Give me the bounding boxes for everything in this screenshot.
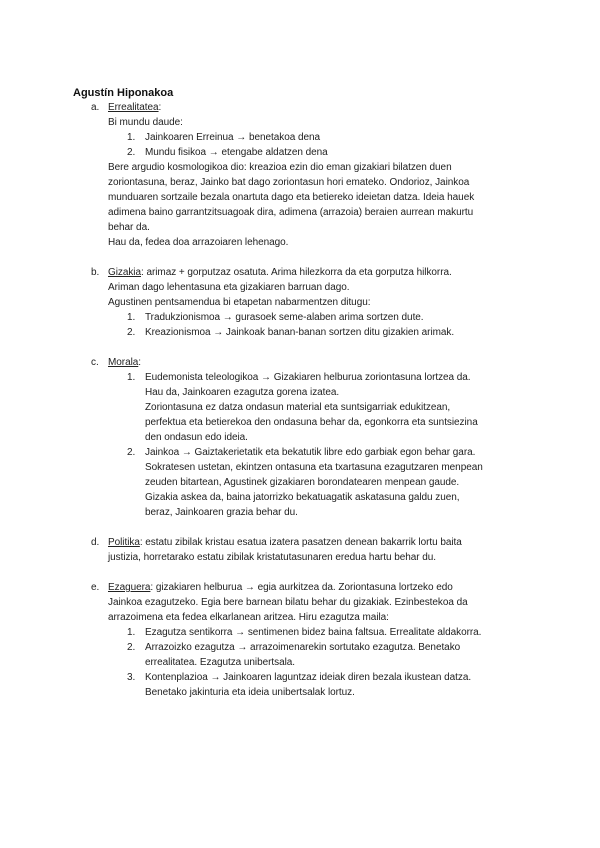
paragraph-line: munduaren sortzaile bezala onartuta dago eta betiereko ideietan datza. Ideia hauek (108, 192, 475, 203)
numbered-list (0, 130, 600, 160)
list-marker: 2. (127, 447, 136, 458)
document-title: Agustín Hiponakoa (73, 87, 174, 99)
section-gizakia (0, 265, 600, 340)
heading-colon: : (138, 357, 142, 368)
numbered-list (0, 370, 600, 520)
section-heading-line (0, 265, 508, 280)
section-marker: c. (91, 357, 99, 368)
list-item (0, 310, 545, 325)
section-heading-line (0, 355, 508, 370)
section-marker: e. (91, 582, 100, 593)
list-item-text: Eudemonista teleologikoa → Gizakiaren helburua zoriontasuna lortzea da. (145, 372, 471, 383)
list-marker: 2. (127, 642, 136, 653)
paragraph-text: : arimaz + gorputzaz osatuta. Arima hilezkorra da eta gorputza hilkorra. (141, 267, 452, 278)
list-item-text: Mundu fisikoa → etengabe aldatzen dena (145, 147, 328, 158)
section-marker: a. (91, 102, 100, 113)
paragraph-line: Bi mundu daude: (108, 117, 183, 128)
section-marker: b. (91, 267, 100, 278)
section-heading: Ezaguera (108, 582, 151, 593)
section-heading-line (0, 535, 508, 550)
list-item (0, 325, 545, 340)
paragraph-line: Ariman dago lehentasuna eta gizakiaren barruan dago. (108, 282, 350, 293)
list-marker: 1. (127, 312, 136, 323)
section-heading-line (0, 580, 508, 595)
list-item (0, 370, 545, 385)
paragraph-line: arrazoimena eta fedea elkarlanean aritzea. Hiru ezagutza maila: (108, 612, 389, 623)
numbered-list (0, 310, 600, 340)
list-item-text: Jainkoaren Erreinua → benetakoa dena (145, 132, 320, 143)
paragraph-line: justizia, horretarako estatu zibilak kristatutasunaren eredua hartu behar du. (108, 552, 437, 563)
section-politika (0, 535, 600, 565)
list-item-continuation: den ondasun edo ideia. (145, 432, 248, 443)
list-item-continuation: Sokratesen ustetan, ekintzen ontasuna eta txartasuna ezagutzaren menpean (145, 462, 483, 473)
list-item (0, 445, 545, 460)
list-item-text: Kontenplazioa → Jainkoaren laguntzaz ideiak diren bezala ikustean datza. (145, 672, 472, 683)
list-marker: 1. (127, 372, 136, 383)
section-morala (0, 355, 600, 520)
section-errealitatea (0, 100, 600, 250)
paragraph-line: zoriontasuna, beraz, Jainko bat dago zoriontasun hori emateko. Ondorioz, Jainkoa (108, 177, 470, 188)
paragraph-line: adimena baino garrantzitsuagoak dira, adimena (arrazoia) beraien aurrean makurtu (108, 207, 474, 218)
section-heading: Gizakia (108, 267, 141, 278)
list-marker: 2. (127, 147, 136, 158)
paragraph-line: Hau da, fedea doa arrazoiaren lehenago. (108, 237, 289, 248)
list-item-text: Arrazoizko ezagutza → arrazoimenarekin sortutako ezagutza. Benetako (145, 642, 461, 653)
list-item-text: Jainkoa → Gaiztakerietatik eta bekatutik libre edo garbiak egon behar gara. (145, 447, 476, 458)
list-marker: 2. (127, 327, 136, 338)
section-ezaguera (0, 580, 600, 700)
document-body (0, 100, 600, 700)
paragraph-text: : estatu zibilak kristau esatua izatera pasatzen denean bakarrik lortu baita (139, 537, 462, 548)
list-item-text: Kreazionismoa → Jainkoak banan-banan sortzen ditu gizakien arimak. (145, 327, 455, 338)
list-item-continuation: Hau da, Jainkoaren ezagutza gorena izatea. (145, 387, 340, 398)
paragraph-text: : gizakiaren helburua → egia aurkitzea da. Zoriontasuna lortzeko edo (150, 582, 453, 593)
list-item-text: Ezagutza sentikorra → sentimenen bidez baina faltsua. Errealitate aldakorra. (145, 627, 482, 638)
section-heading: Morala (108, 357, 139, 368)
list-item-continuation: Benetako jakinturia eta ideia unibertsalak lortuz. (145, 687, 355, 698)
list-item-continuation: zeuden bitartean, Agustinek gizakiaren borondatearen menpean gaude. (145, 477, 460, 488)
heading-colon: : (158, 102, 162, 113)
list-item (0, 130, 545, 145)
list-item (0, 625, 545, 640)
list-marker: 3. (127, 672, 136, 683)
list-marker: 1. (127, 627, 136, 638)
section-heading: Politika (108, 537, 140, 548)
paragraph-line: Jainkoa ezagutzeko. Egia bere barnean bilatu behar du gizakiak. Ezinbestekoa da (108, 597, 468, 608)
section-marker: d. (91, 537, 100, 548)
list-item (0, 670, 545, 685)
list-item-text: Tradukzionismoa → gurasoek seme-alaben arima sortzen dute. (145, 312, 424, 323)
paragraph-line: behar da. (108, 222, 150, 233)
paragraph-line: Bere argudio kosmologikoa dio: kreazioa ezin dio eman gizakiari bilatzen duen (108, 162, 452, 173)
list-item-continuation: Gizakia askea da, baina jatorrizko bekatuagatik askatasuna galdu zuen, (145, 492, 460, 503)
list-item-continuation: perfektua eta betierekoa den ondasuna behar da, egonkorra eta suntsiezina (145, 417, 478, 428)
list-item (0, 145, 545, 160)
section-heading: Errealitatea (108, 102, 159, 113)
list-item-continuation: Zoriontasuna ez datza ondasun material eta suntsigarriak edukitzean, (145, 402, 451, 413)
list-marker: 1. (127, 132, 136, 143)
paragraph-line: Agustinen pentsamendua bi etapetan nabarmentzen ditugu: (108, 297, 371, 308)
list-item (0, 640, 545, 655)
list-item-continuation: errealitatea. Ezagutza unibertsala. (145, 657, 296, 668)
numbered-list (0, 625, 600, 700)
list-item-continuation: beraz, Jainkoaren grazia behar du. (145, 507, 298, 518)
section-heading-line (0, 100, 508, 115)
